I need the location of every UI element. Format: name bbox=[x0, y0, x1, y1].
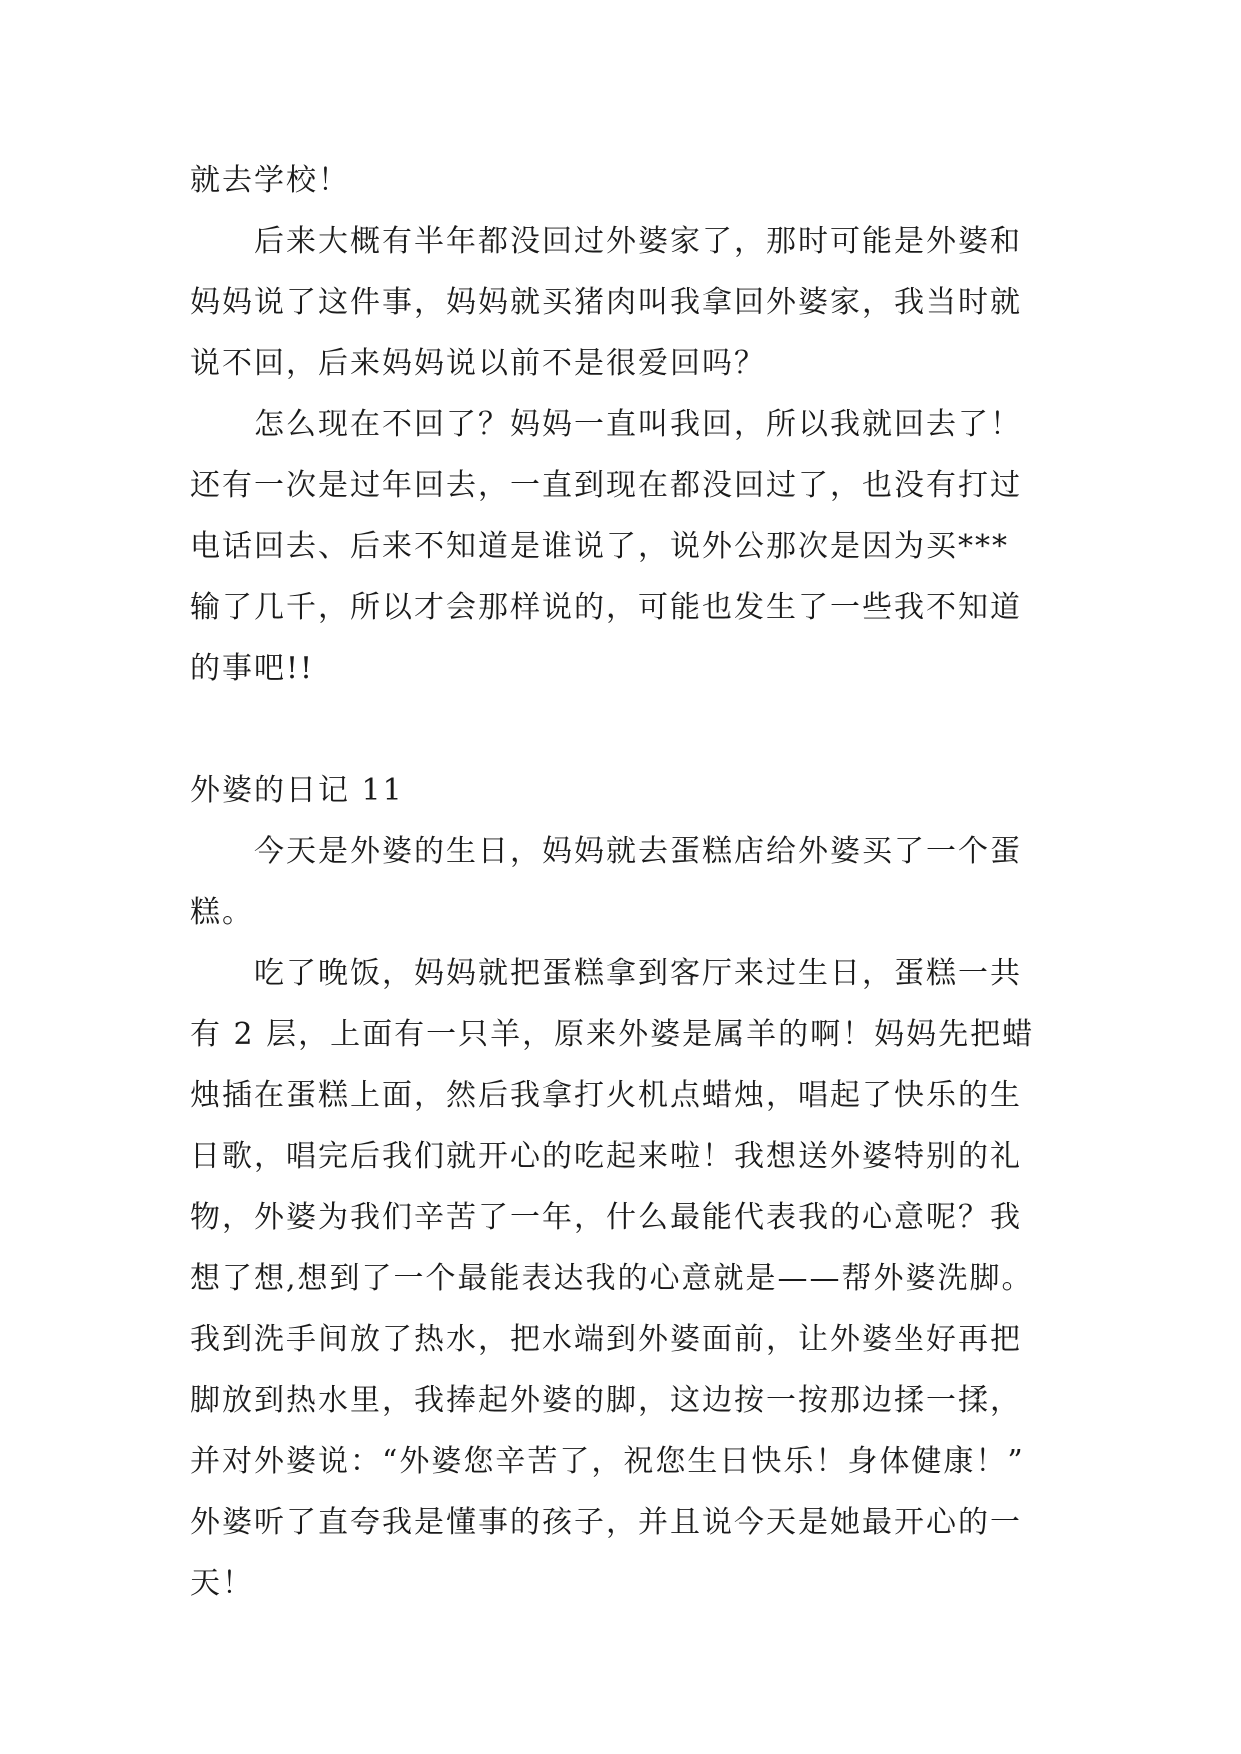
section-spacer bbox=[190, 699, 1050, 760]
section-1-text bbox=[190, 150, 1050, 699]
text-line: 输了几千，所以才会那样说的，可能也发生了一些我不知道 bbox=[190, 590, 1022, 625]
text-line: 想了想,想到了一个最能表达我的心意就是——帮外婆洗脚。 bbox=[190, 1261, 1034, 1296]
text-line: 外婆听了直夸我是懂事的孩子，并且说今天是她最开心的一 bbox=[190, 1505, 1022, 1540]
paragraph-start-line: 吃了晚饭，妈妈就把蛋糕拿到客厅来过生日，蛋糕一共 bbox=[254, 956, 1022, 991]
section-heading: 外婆的日记 11 bbox=[190, 773, 404, 808]
document-body bbox=[190, 150, 1050, 1614]
text-line: 还有一次是过年回去，一直到现在都没回过了，也没有打过 bbox=[190, 468, 1022, 503]
text-line: 的事吧!! bbox=[190, 651, 315, 686]
paragraph-start-line: 怎么现在不回了？妈妈一直叫我回，所以我就回去了！ bbox=[254, 407, 1022, 442]
text-line: 妈妈说了这件事，妈妈就买猪肉叫我拿回外婆家，我当时就 bbox=[190, 285, 1022, 320]
text-line: 电话回去、后来不知道是谁说了，说外公那次是因为买*** bbox=[190, 529, 1009, 564]
text-line: 物，外婆为我们辛苦了一年，什么最能代表我的心意呢？我 bbox=[190, 1200, 1022, 1235]
text-line: 烛插在蛋糕上面，然后我拿打火机点蜡烛，唱起了快乐的生 bbox=[190, 1078, 1022, 1113]
section-2-text bbox=[190, 760, 1050, 1614]
text-line: 天！ bbox=[190, 1566, 254, 1601]
text-line: 有 2 层，上面有一只羊，原来外婆是属羊的啊！妈妈先把蜡 bbox=[190, 1017, 1035, 1052]
text-line: 就去学校！ bbox=[190, 163, 350, 198]
paragraph-start-line: 今天是外婆的生日，妈妈就去蛋糕店给外婆买了一个蛋 bbox=[254, 834, 1022, 869]
text-line: 并对外婆说：“外婆您辛苦了，祝您生日快乐！身体健康！” bbox=[190, 1444, 1025, 1479]
text-line: 糕。 bbox=[190, 895, 254, 930]
text-line: 脚放到热水里，我捧起外婆的脚，这边按一按那边揉一揉， bbox=[190, 1383, 1022, 1418]
text-line: 说不回，后来妈妈说以前不是很爱回吗？ bbox=[190, 346, 766, 381]
text-line: 我到洗手间放了热水，把水端到外婆面前，让外婆坐好再把 bbox=[190, 1322, 1022, 1357]
paragraph-start-line: 后来大概有半年都没回过外婆家了，那时可能是外婆和 bbox=[254, 224, 1022, 259]
text-line: 日歌，唱完后我们就开心的吃起来啦！我想送外婆特别的礼 bbox=[190, 1139, 1022, 1174]
